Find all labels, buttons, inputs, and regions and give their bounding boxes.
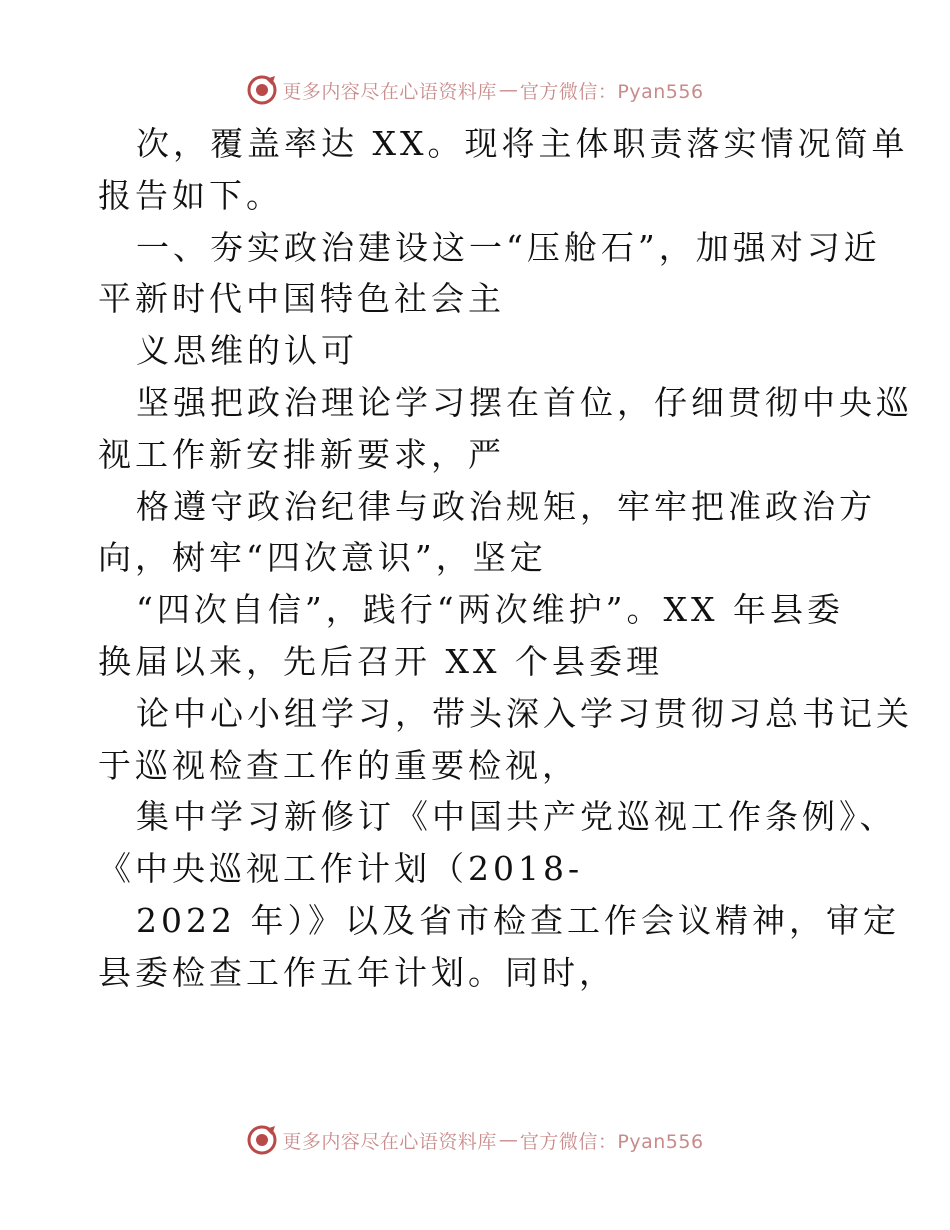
logo-icon xyxy=(246,1124,278,1156)
watermark-site-text: 更多内容尽在心语资料库 xyxy=(282,1130,497,1153)
document-body xyxy=(98,118,913,999)
text-line: 向，树牢“四次意识”，坚定 xyxy=(98,538,547,578)
section-heading: 义思维的认可 xyxy=(136,331,358,371)
watermark-contact-text: 官方微信：Pyan556 xyxy=(519,80,704,103)
watermark-separator: — xyxy=(498,79,518,101)
text-line: 论中心小组学习，带头深入学习贯彻习总书记关 xyxy=(136,693,913,733)
text-line: 于巡视检查工作的重要检视， xyxy=(98,745,579,785)
watermark-contact-text: 官方微信：Pyan556 xyxy=(519,1130,704,1153)
text-line: 坚强把政治理论学习摆在首位，仔细贯彻中央巡 xyxy=(136,382,913,422)
header-watermark xyxy=(0,70,950,110)
text-line: 2022 年）》以及省市检查工作会议精神，审定 xyxy=(136,900,900,940)
text-line: 格遵守政治纪律与政治规矩，牢牢把准政治方 xyxy=(136,486,876,526)
watermark-site-text: 更多内容尽在心语资料库 xyxy=(282,80,497,103)
watermark-separator: — xyxy=(498,1129,518,1151)
text-line: 视工作新安排新要求，严 xyxy=(98,434,505,474)
text-line: 县委检查工作五年计划。同时， xyxy=(98,952,616,992)
text-line: 次，覆盖率达 XX。现将主体职责落实情况简单 xyxy=(136,124,909,163)
text-line: 报告如下。 xyxy=(98,175,283,215)
text-line: 换届以来，先后召开 XX 个县委理 xyxy=(98,641,663,681)
section-heading: 一、夯实政治建设这一“压舱石”，加强对习近 xyxy=(136,227,881,267)
footer-watermark xyxy=(0,1120,950,1160)
text-line: “四次自信”，践行“两次维护”。XX 年县委 xyxy=(136,590,844,630)
logo-icon xyxy=(246,74,278,106)
text-line: 《中央巡视工作计划（2018- xyxy=(98,849,584,889)
section-heading: 平新时代中国特色社会主 xyxy=(98,279,505,319)
text-line: 集中学习新修订《中国共产党巡视工作条例》、 xyxy=(136,797,897,837)
